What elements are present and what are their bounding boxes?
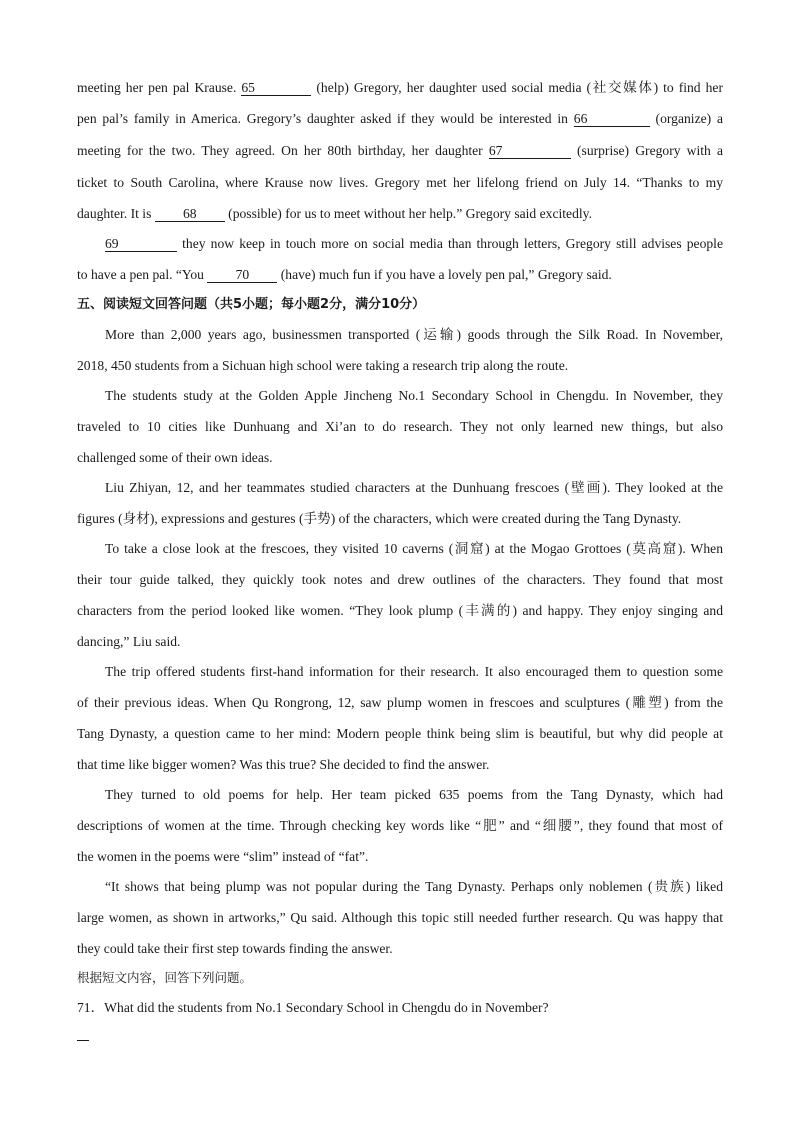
text: pen pal’s family in America. Gregory’s daughter asked if they would be interested in: [77, 111, 574, 126]
passage-p6-line-3: the women in the poems were “slim” instead of “fat”.: [77, 849, 369, 864]
passage-p5-line-1: The trip offered students first-hand information for their research. It also encouraged them to question some: [105, 664, 723, 679]
cloze-line-7: [77, 266, 723, 284]
passage-p3-line-2: figures (身材), expressions and gestures (手势) of the characters, which were created during the Tang Dynasty.: [77, 511, 682, 526]
passage-p2-line-3: challenged some of their own ideas.: [77, 450, 273, 465]
section-heading: 五、阅读短文回答问题（共5小题；每小题2分，满分10分）: [77, 297, 426, 312]
blank-67[interactable]: 67: [489, 143, 571, 159]
cloze-line-1: [77, 79, 723, 97]
passage-p4-line-2: their tour guide talked, they quickly took notes and drew outlines of the characters. They found that most: [77, 572, 723, 587]
passage-p3-line-1: Liu Zhiyan, 12, and her teammates studied characters at the Dunhuang frescoes (壁画). They looked at the: [105, 480, 723, 495]
passage-p4-line-3: characters from the period looked like women. “They look plump (丰满的) and happy. They enjoy singing and: [77, 603, 723, 618]
text: meeting for the two. They agreed. On her 80th birthday, her daughter: [77, 143, 489, 158]
cloze-line-6: [105, 235, 723, 253]
blank-66[interactable]: 66: [574, 111, 650, 127]
cloze-line-2: [77, 110, 723, 128]
passage-p1-line-2: 2018, 450 students from a Sichuan high school were taking a research trip along the route.: [77, 358, 569, 373]
text: (surprise) Gregory with a: [570, 143, 723, 158]
blank-70[interactable]: 70: [207, 267, 277, 283]
question-71: 71．What did the students from No.1 Secondary School in Chengdu do in November?: [77, 1000, 549, 1015]
passage-p2-line-1: The students study at the Golden Apple Jincheng No.1 Secondary School in Chengdu. In November, they: [105, 388, 723, 403]
text: (help) Gregory, her daughter used social media (社交媒体) to find her: [311, 80, 723, 95]
passage-p7-line-3: they could take their first step towards finding the answer.: [77, 941, 393, 956]
passage-p6-line-2: descriptions of women at the time. Through checking key words like “肥” and “细腰”, they found that most of: [77, 818, 723, 833]
passage-p5-line-3: Tang Dynasty, a question came to her mind: Modern people think being slim is beautiful, but why did people at: [77, 726, 723, 741]
passage-p4-line-4: dancing,” Liu said.: [77, 634, 181, 649]
passage-p2-line-2: traveled to 10 cities like Dunhuang and Xi’an to do research. They not only learned new things, but also: [77, 419, 723, 434]
cloze-line-3: [77, 142, 723, 160]
text: (possible) for us to meet without her help.” Gregory said excitedly.: [224, 206, 592, 221]
text: they now keep in touch more on social media than through letters, Gregory still advises people: [177, 236, 723, 251]
passage-p4-line-1: To take a close look at the frescoes, they visited 10 caverns (洞窟) at the Mogao Grottoes (莫高窟). When: [105, 541, 723, 556]
passage-p7-line-1: “It shows that being plump was not popular during the Tang Dynasty. Perhaps only noblemen (贵族) liked: [105, 879, 723, 894]
text: to have a pen pal. “You: [77, 267, 208, 282]
text: meeting her pen pal Krause.: [77, 80, 242, 95]
cloze-line-4: ticket to South Carolina, where Krause now lives. Gregory met her lifelong friend on July 14. “Thanks to my: [77, 175, 723, 190]
blank-68[interactable]: 68: [155, 206, 225, 222]
blank-65[interactable]: 65: [241, 80, 311, 96]
text: (have) much fun if you have a lovely pen pal,” Gregory said.: [277, 267, 612, 282]
answer-line[interactable]: [77, 1040, 89, 1041]
text: daughter. It is: [77, 206, 155, 221]
passage-p1-line-1: More than 2,000 years ago, businessmen transported (运输) goods through the Silk Road. In November,: [105, 327, 723, 342]
instruction: 根据短文内容，回答下列问题。: [77, 970, 253, 985]
passage-p6-line-1: They turned to old poems for help. Her team picked 635 poems from the Tang Dynasty, which had: [105, 787, 723, 802]
text: (organize) a: [649, 111, 723, 126]
blank-69[interactable]: 69: [105, 236, 177, 252]
passage-p5-line-2: of their previous ideas. When Qu Rongrong, 12, saw plump women in frescoes and sculptures (雕塑) from the: [77, 695, 723, 710]
cloze-line-5: [77, 205, 723, 223]
passage-p7-line-2: large women, as shown in artworks,” Qu said. Although this topic still needed further research. Qu was happy that: [77, 910, 723, 925]
passage-p5-line-4: that time like bigger women? Was this true? She decided to find the answer.: [77, 757, 490, 772]
